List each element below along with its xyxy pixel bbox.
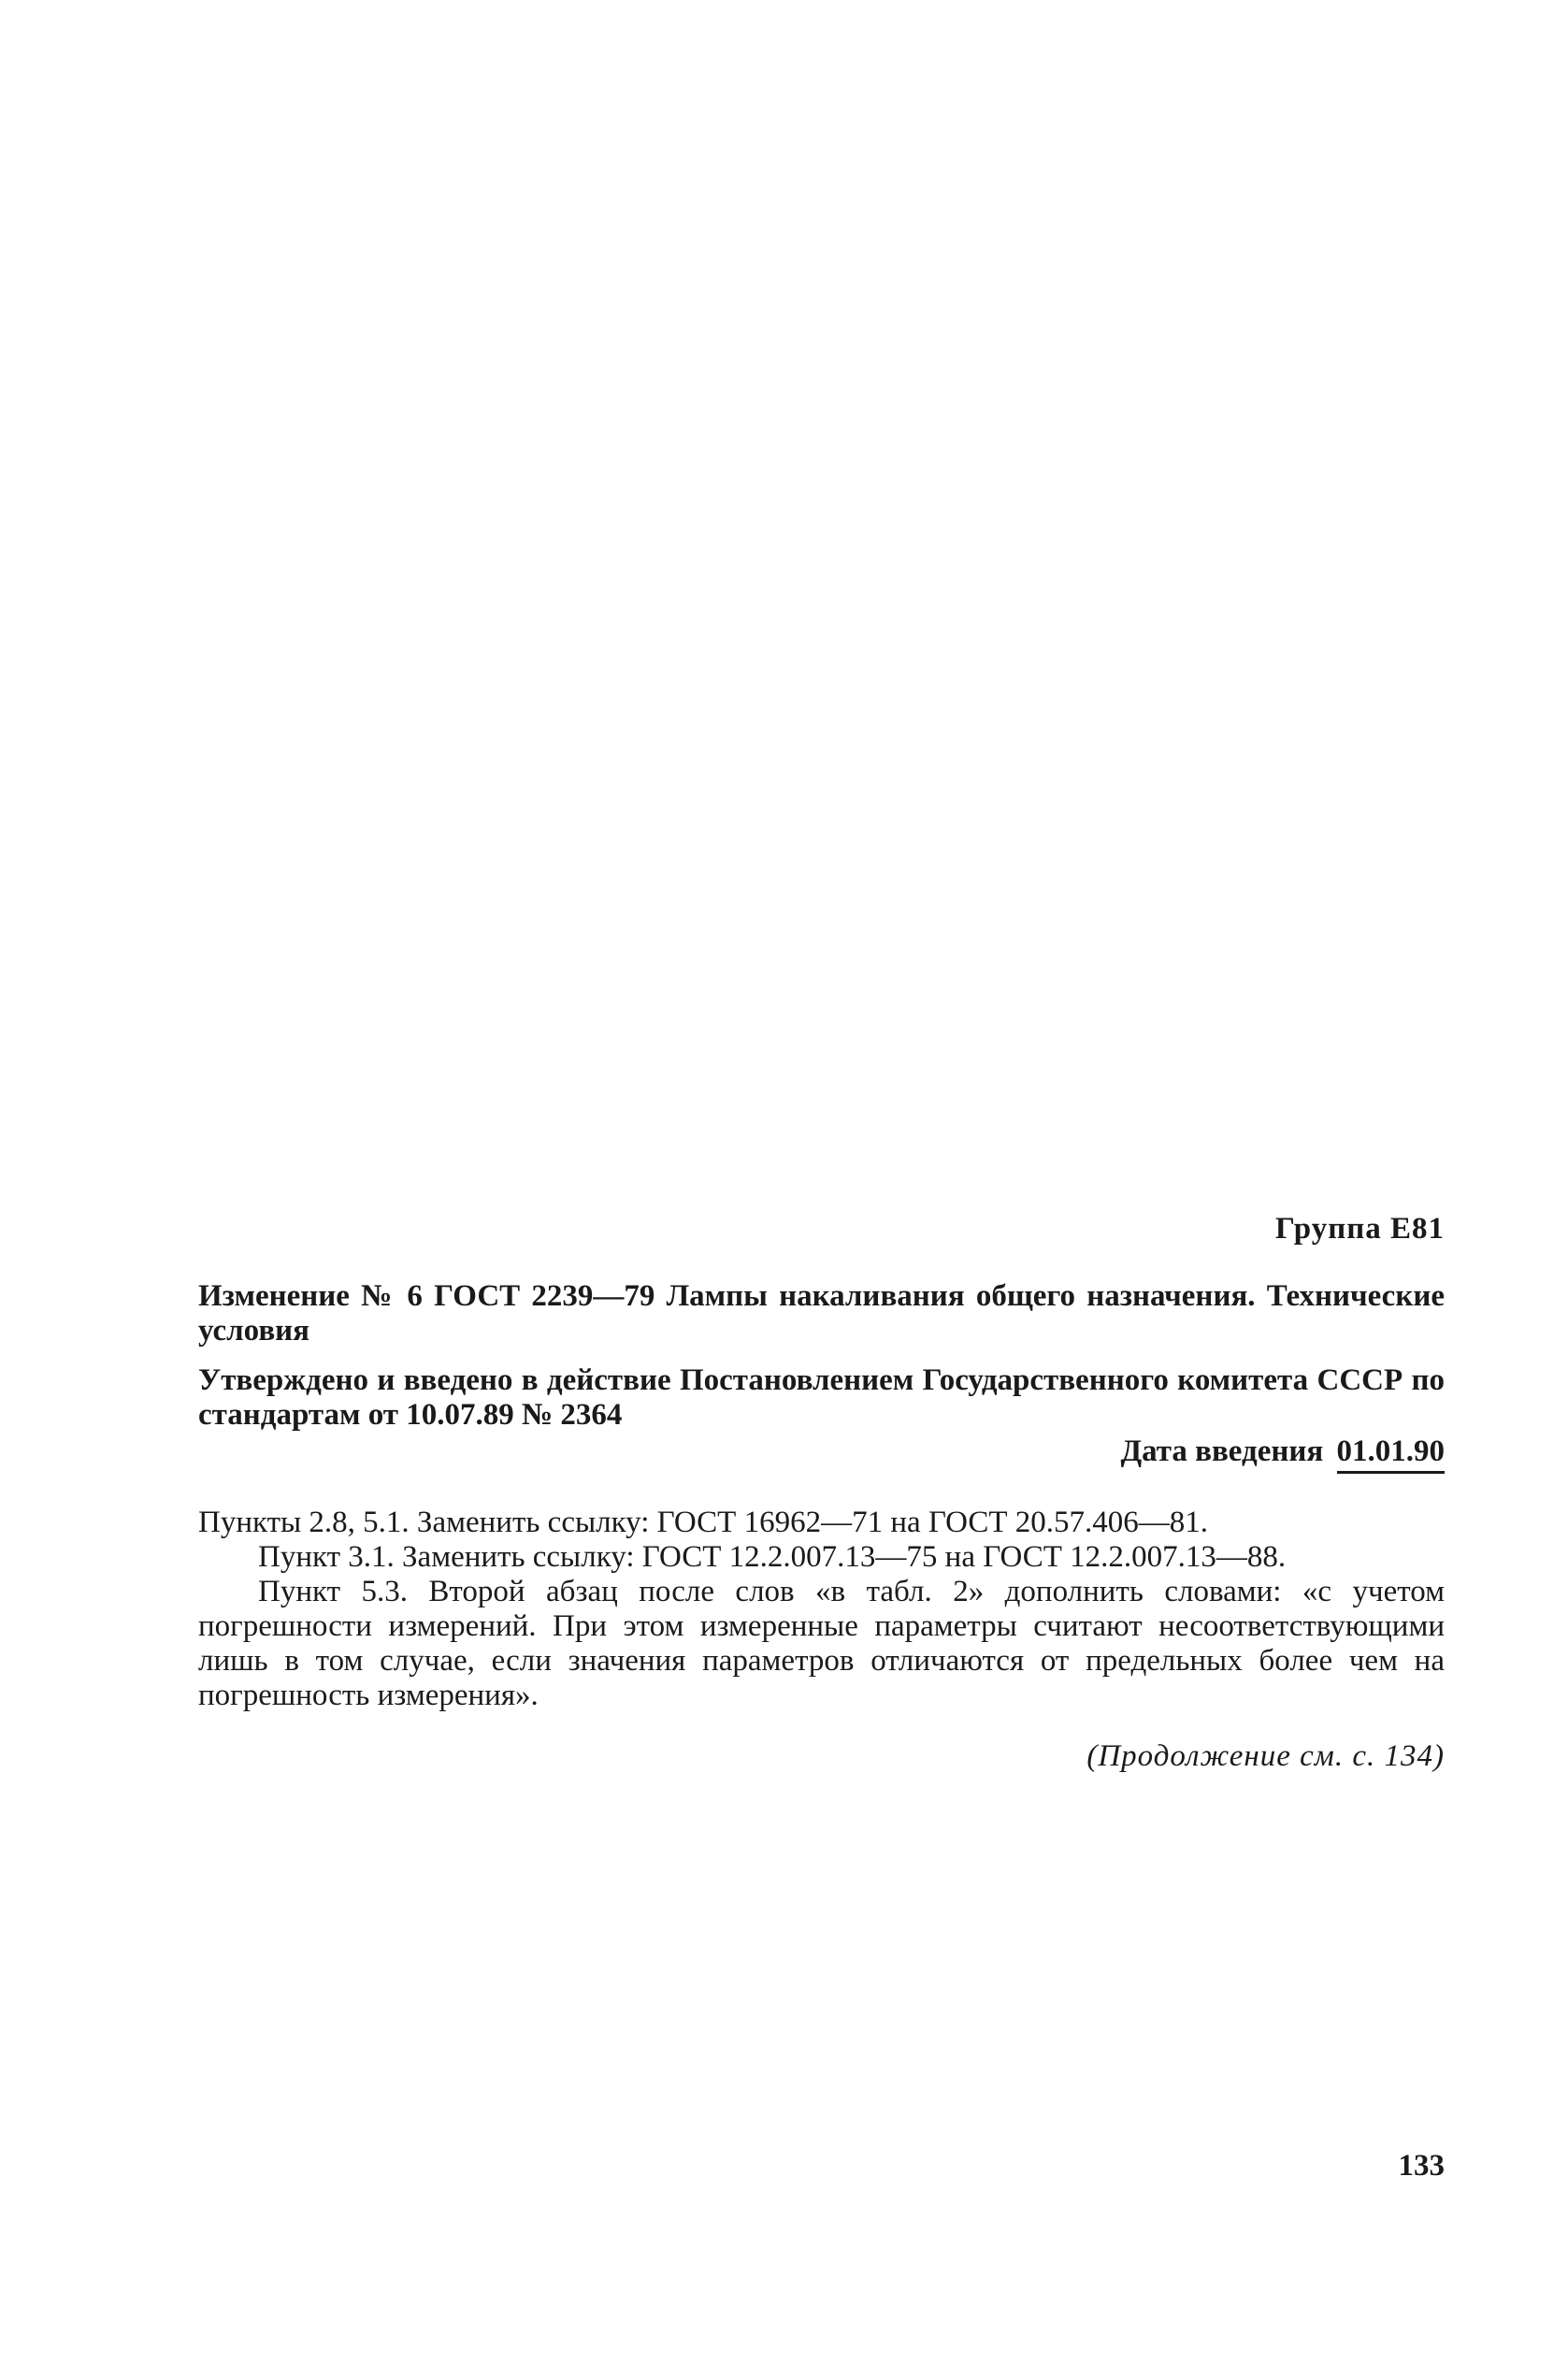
page-number: 133: [1398, 2149, 1445, 2183]
paragraph-3-text: Пункт 5.3. Второй абзац после слов «в табл. 2» дополнить словами: «с учетом погрешности измерений. При этом измеренные параметры считают несоответствующими лишь в том случае, если значения параметров отличаются от предельных более чем на погрешность измерения».: [198, 1575, 1445, 1712]
date-value: 01.01.90: [1337, 1434, 1446, 1474]
paragraph-1: [198, 1506, 1445, 1540]
paragraph-2-text: Пункт 3.1. Заменить ссылку: ГОСТ 12.2.007.13—75 на ГОСТ 12.2.007.13—88.: [258, 1540, 1287, 1574]
approval-statement: Утверждено и введено в действие Постановлением Государственного комитета СССР по стандартам от 10.07.89 № 2364: [198, 1363, 1445, 1432]
paragraph-2: [198, 1540, 1445, 1575]
date-label: Дата введения: [1120, 1434, 1324, 1468]
paragraph-3: [198, 1575, 1445, 1713]
paragraph-1-text: Пункты 2.8, 5.1. Заменить ссылку: ГОСТ 16962—71 на ГОСТ 20.57.406—81.: [198, 1506, 1209, 1539]
continuation-note: (Продолжение см. с. 134): [1086, 1739, 1445, 1773]
introduction-date: [842, 1434, 1445, 1474]
body-text: [198, 1506, 1445, 1713]
change-title: Изменение № 6 ГОСТ 2239—79 Лампы накаливания общего назначения. Технические условия: [198, 1279, 1445, 1348]
group-label: Группа Е81: [1274, 1212, 1445, 1246]
